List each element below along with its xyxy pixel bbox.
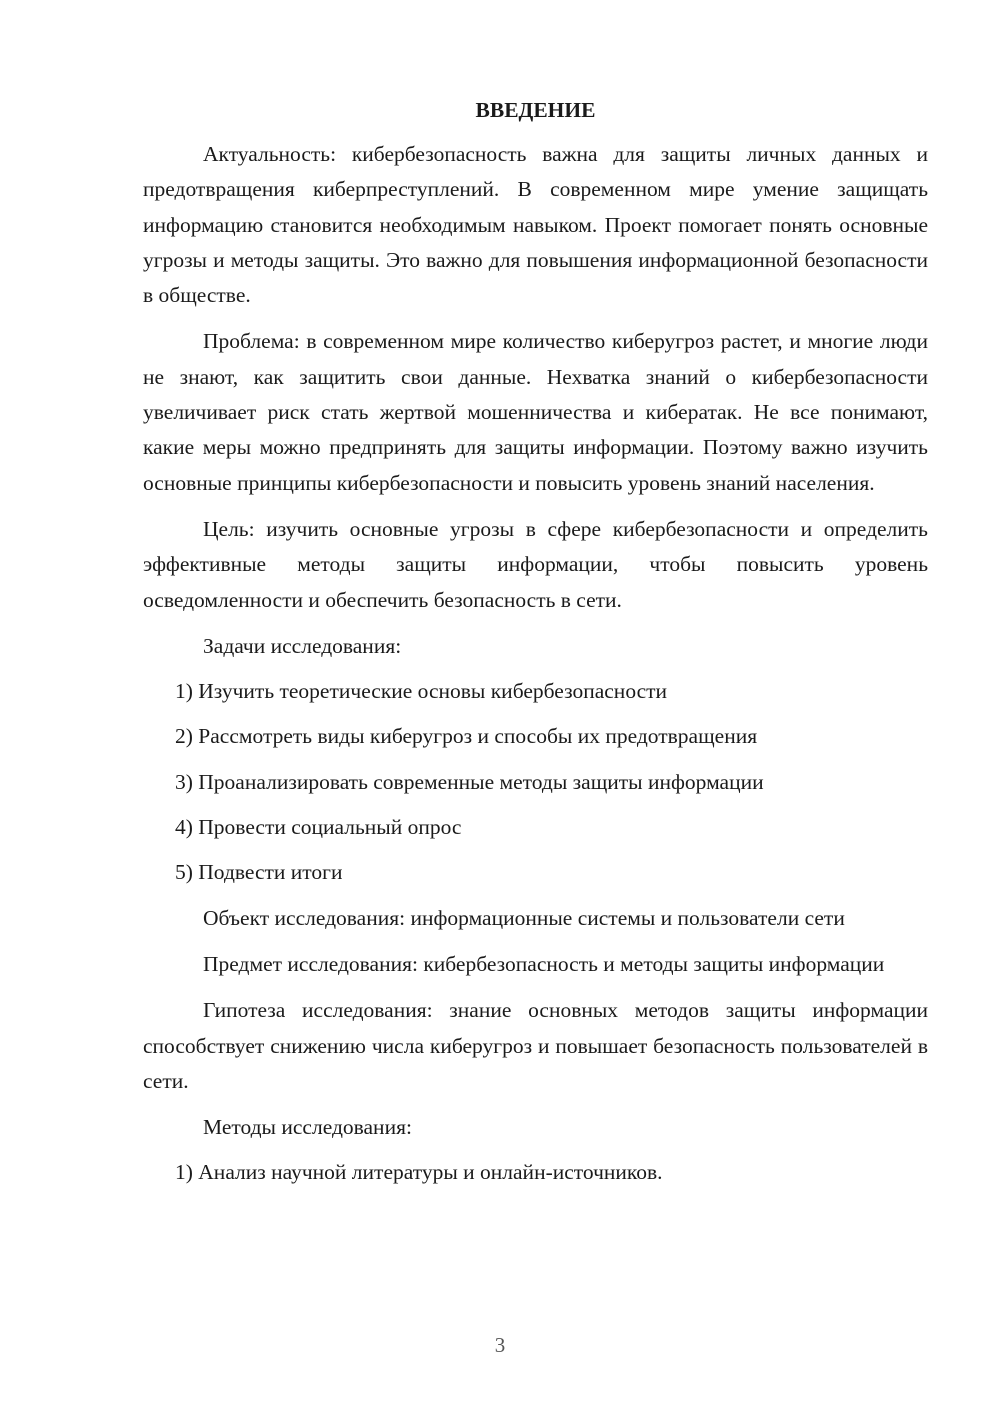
task-item: 1) Изучить теоретические основы кибербезопасности <box>175 679 668 704</box>
methods-list <box>143 1155 928 1190</box>
hypothesis-paragraph: Гипотеза исследования: знание основных методов защиты информации способствует снижению числа киберугроз и повышает безопасность пользователей в сети. <box>143 998 928 1093</box>
goal-paragraph: Цель: изучить основные угрозы в сфере кибербезопасности и определить эффективные методы защиты информации, чтобы повысить уровень осведомленности и обеспечить безопасность в сети. <box>143 516 928 612</box>
task-item: 3) Проанализировать современные методы защиты информации <box>175 769 764 794</box>
relevance-paragraph: Актуальность: кибербезопасность важна для защиты личных данных и предотвращения киберпреступлений. В современном мире умение защищать информацию становится необходимым навыком. Проект помогает понять основные угрозы и методы защиты. Это важно для повышения информационной безопасности в обществе. <box>143 142 928 308</box>
section-title: ВВЕДЕНИЕ <box>475 98 596 122</box>
problem-paragraph: Проблема: в современном мире количество киберугроз растет, и многие люди не знают, как защитить свои данные. Нехватка знаний о кибербезопасности увеличивает риск стать жертвой мошенничества и кибератак. Не все понимают, какие меры можно предпринять для защиты информации. Поэтому важно изучить основные принципы кибербезопасности и повысить уровень знаний населения. <box>143 329 928 495</box>
document-page <box>143 94 928 1201</box>
subject-paragraph: Предмет исследования: кибербезопасность и методы защиты информации <box>203 951 885 976</box>
methods-heading: Методы исследования: <box>203 1115 412 1140</box>
page-number: 3 <box>494 1333 506 1357</box>
task-item: 2) Рассмотреть виды киберугроз и способы их предотвращения <box>175 724 758 749</box>
task-item: 4) Провести социальный опрос <box>175 815 462 840</box>
tasks-list <box>143 674 928 890</box>
object-paragraph: Объект исследования: информационные системы и пользователи сети <box>203 905 845 930</box>
method-item: 1) Анализ научной литературы и онлайн-источников. <box>175 1160 663 1185</box>
tasks-heading: Задачи исследования: <box>203 633 402 658</box>
task-item: 5) Подвести итоги <box>175 860 343 885</box>
